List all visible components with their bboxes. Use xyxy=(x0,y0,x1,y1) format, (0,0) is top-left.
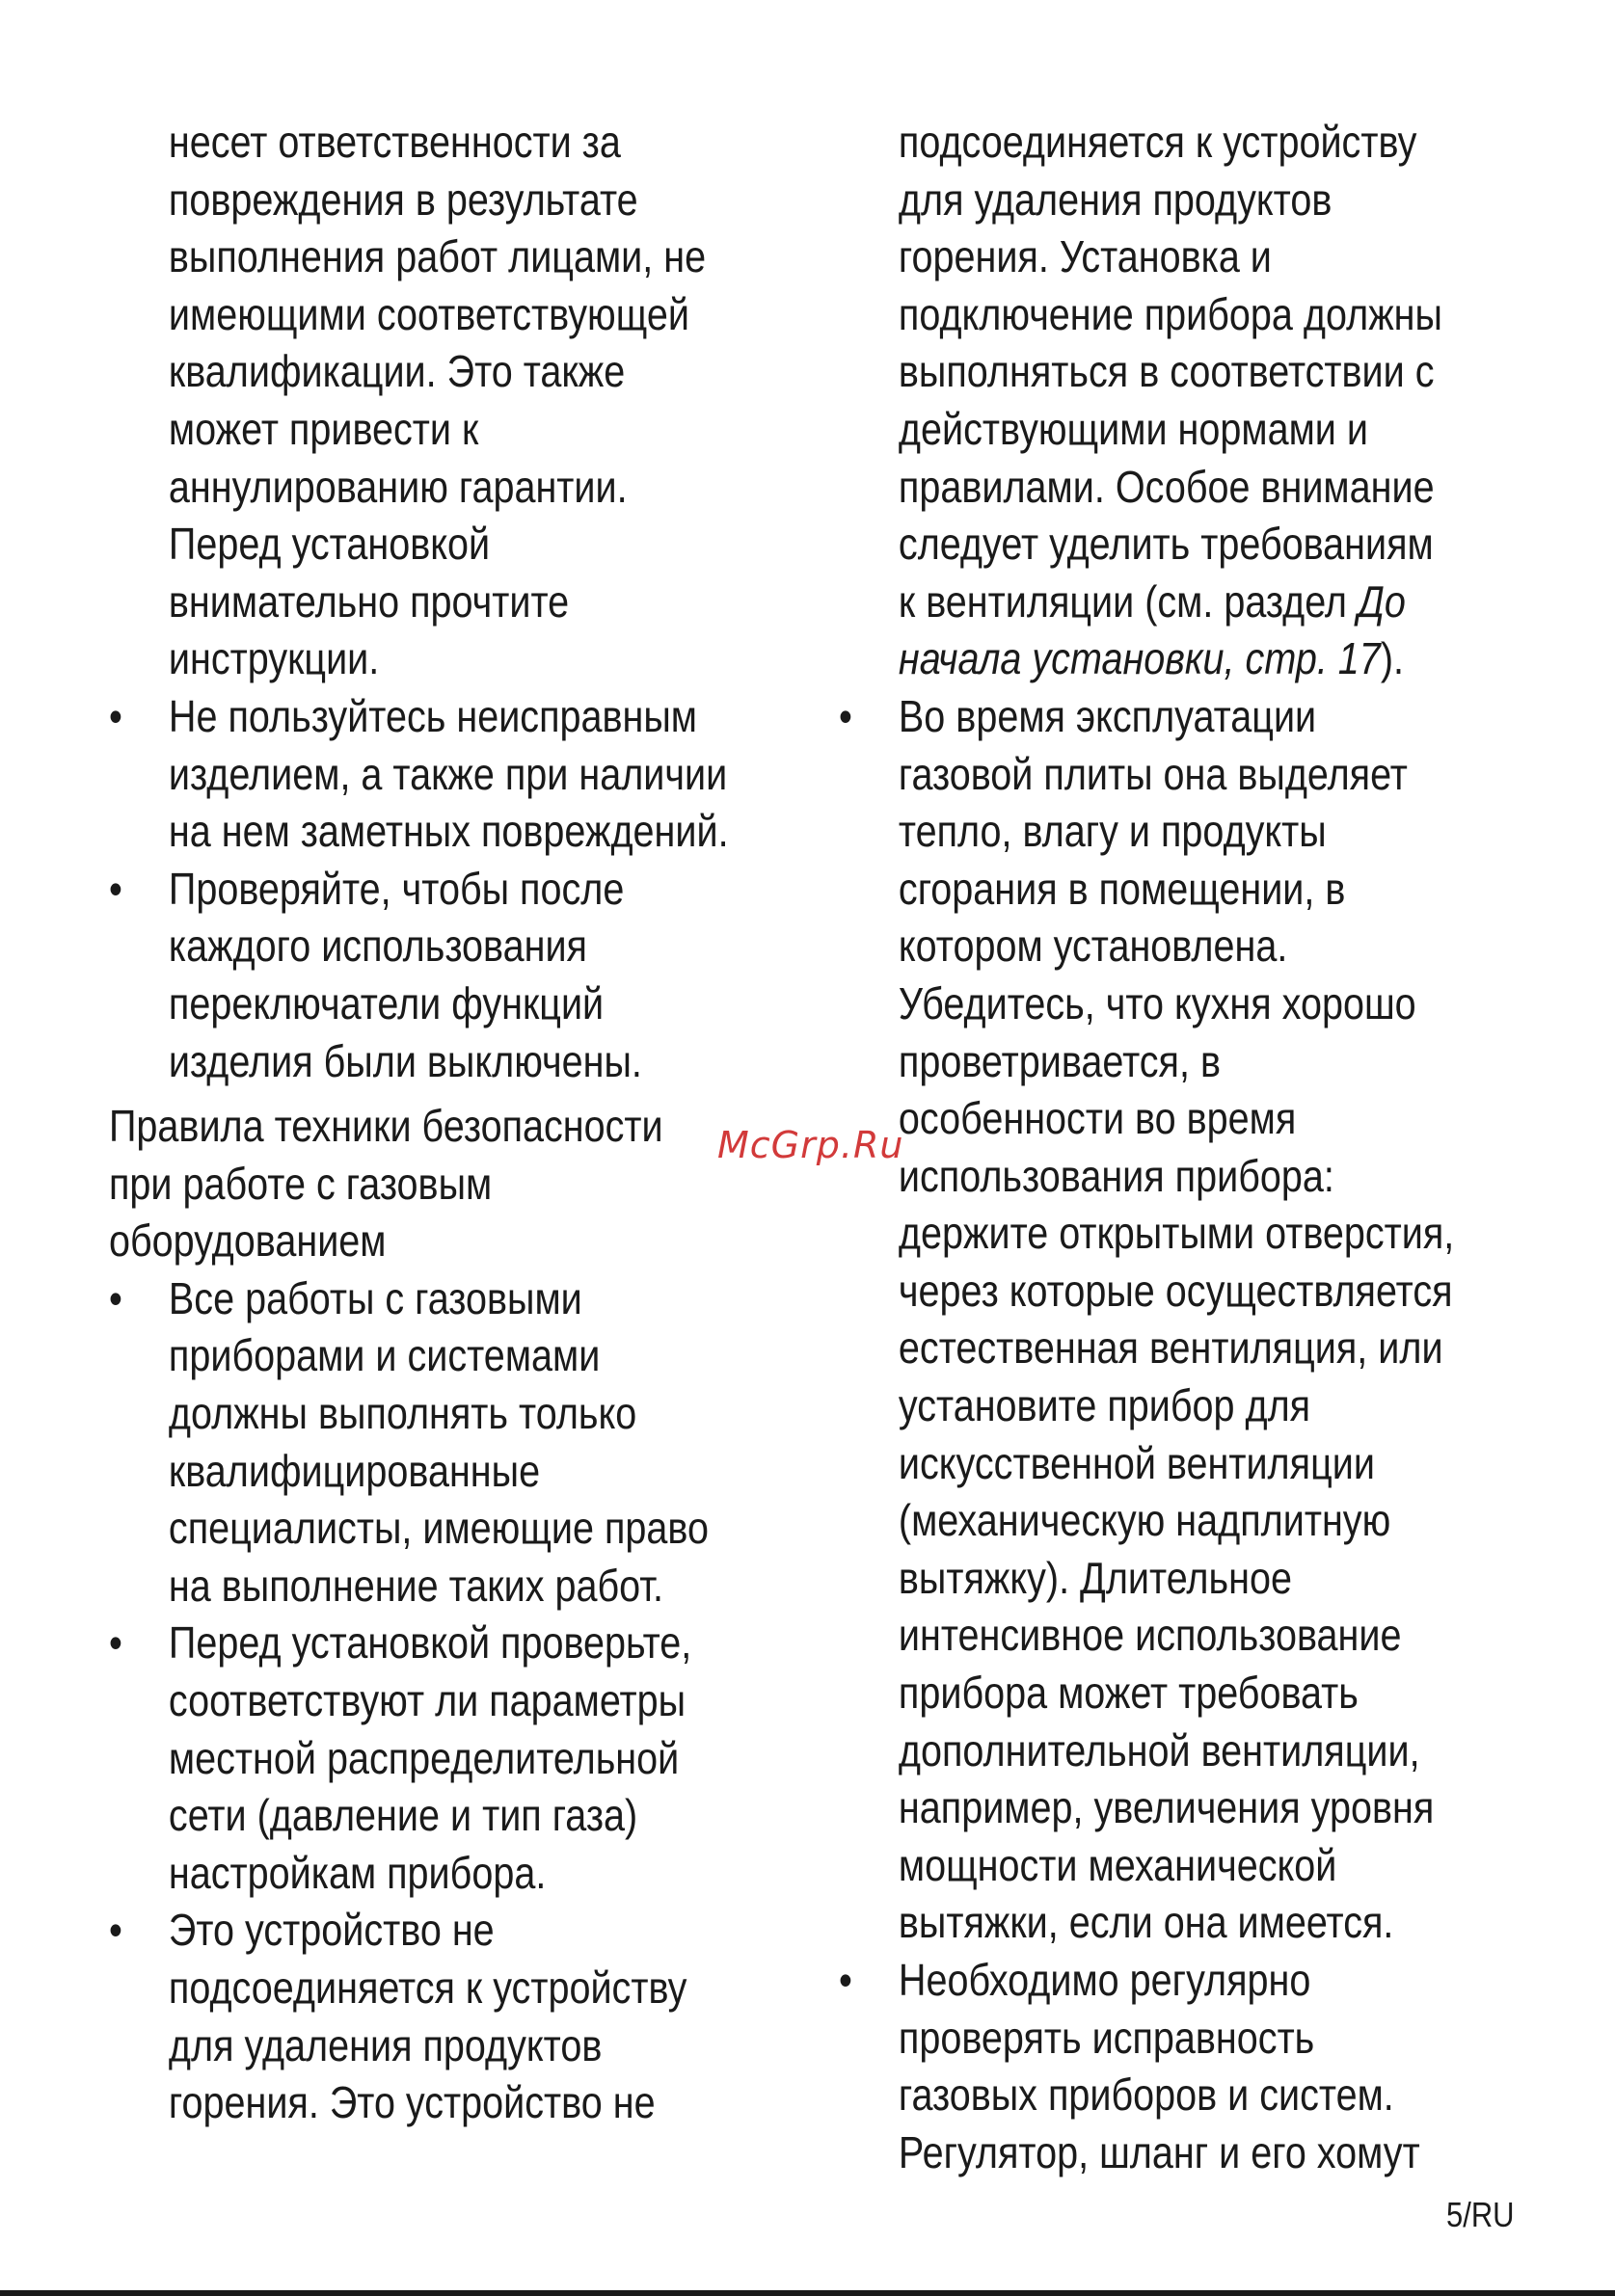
bullet-text-line xyxy=(839,1033,1569,1091)
paragraph-line: следует уделить требованиям xyxy=(898,519,1434,570)
bullet-text: для удаления продуктов xyxy=(168,2019,603,2070)
bullet-text: искусственной вентиляции xyxy=(898,1437,1375,1488)
bullet-text: прибора может требовать xyxy=(898,1668,1359,1719)
paragraph-line: несет ответственности за xyxy=(168,117,621,167)
bullet-text: изделия были выключены. xyxy=(168,1035,642,1086)
bullet-item xyxy=(109,1615,772,1902)
bullet-text: держите открытыми отверстия, xyxy=(898,1208,1455,1259)
bullet-text: Регулятор, шланг и его хомут xyxy=(898,2126,1420,2177)
bullet-text-line xyxy=(839,2124,1569,2182)
bullet-item xyxy=(109,861,772,1090)
bullet-text: Это устройство не xyxy=(168,1905,495,1956)
bullet-text: местной распределительной xyxy=(168,1732,680,1783)
bullet-text-line xyxy=(109,1960,772,2017)
bullet-text: естественная вентиляция, или xyxy=(898,1322,1443,1374)
bullet-text-line xyxy=(839,2067,1569,2124)
bullet-text-line xyxy=(109,2017,772,2075)
bullet-item xyxy=(839,688,1569,1952)
bullet-text: Необходимо регулярно xyxy=(898,1955,1311,2005)
section-reference: До xyxy=(1358,575,1406,627)
paragraph-line: имеющими соответствующей xyxy=(168,288,689,339)
bullet-text: например, увеличения уровня xyxy=(898,1782,1435,1833)
bullet-marker: • xyxy=(109,690,122,741)
bullet-item xyxy=(109,1270,772,1615)
bullet-marker: • xyxy=(839,690,852,741)
paragraph-line: повреждения в результате xyxy=(168,174,638,225)
paragraph-line: квалификации. Это также xyxy=(168,346,626,397)
bullet-text: проверять исправность xyxy=(898,2012,1315,2063)
bullet-text: специалисты, имеющие право xyxy=(168,1503,709,1554)
bullet-text-line xyxy=(109,1443,772,1501)
bullet-text: Убедитесь, что кухня хорошо xyxy=(898,977,1416,1028)
bullet-text: изделием, а также при наличии xyxy=(168,748,728,799)
bullet-text: Проверяйте, чтобы после xyxy=(168,863,625,914)
heading-line: при работе с газовым xyxy=(109,1158,493,1209)
paragraph-line: выполнения работ лицами, не xyxy=(168,231,707,282)
paragraph-line: горения. Установка и xyxy=(898,231,1272,282)
bullet-text: особенности во время xyxy=(898,1093,1297,1144)
bullet-text: использования прибора: xyxy=(898,1150,1334,1201)
reference-line xyxy=(839,574,1569,631)
bullet-text: через которые осуществляется xyxy=(898,1265,1453,1316)
reference-line xyxy=(839,630,1569,688)
paragraph-line: действующими нормами и xyxy=(898,403,1368,454)
bullet-text-line xyxy=(839,1837,1569,1895)
paragraph-line: Перед установкой xyxy=(168,519,491,570)
bullet-text-line xyxy=(839,1665,1569,1722)
bullet-text: Все работы с газовыми xyxy=(168,1272,582,1323)
right-column xyxy=(839,114,1569,2181)
bullet-text-line xyxy=(109,1500,772,1558)
bullet-marker: • xyxy=(109,863,122,914)
bullet-text-line xyxy=(109,1787,772,1845)
bullet-text: переключатели функций xyxy=(168,977,605,1028)
paragraph-line: инструкции. xyxy=(168,633,380,684)
bullet-text-line xyxy=(109,1730,772,1788)
bullet-text: Не пользуйтесь неисправным xyxy=(168,690,698,741)
bullet-marker: • xyxy=(839,1955,852,2005)
bullet-text: каждого использования xyxy=(168,921,587,972)
bullet-text-line xyxy=(839,975,1569,1033)
reference-text: ). xyxy=(1380,633,1404,684)
bullet-text-line xyxy=(839,1148,1569,1206)
bullet-text-line xyxy=(839,1779,1569,1837)
bullet-text-line xyxy=(839,803,1569,861)
bullet-text: Во время эксплуатации xyxy=(898,690,1317,741)
bullet-text: настройкам прибора. xyxy=(168,1847,547,1898)
left-column xyxy=(109,114,772,2132)
bullet-text: дополнительной вентиляции, xyxy=(898,1724,1420,1775)
bullet-text-line xyxy=(109,746,772,804)
bullet-text: вытяжки, если она имеется. xyxy=(898,1897,1394,1948)
bullet-text-line xyxy=(109,1845,772,1903)
paragraph-line: для удаления продуктов xyxy=(898,174,1332,225)
bullet-text: должны выполнять только xyxy=(168,1388,637,1439)
bullet-text: Перед установкой проверьте, xyxy=(168,1617,692,1669)
bullet-item xyxy=(839,1952,1569,2181)
bullet-marker: • xyxy=(109,1617,122,1669)
bullet-text-line xyxy=(839,1492,1569,1550)
bullet-text-line xyxy=(109,861,772,919)
bullet-text-line xyxy=(109,1672,772,1730)
bullet-text: газовой плиты она выделяет xyxy=(898,748,1408,799)
bullet-text-line xyxy=(839,1550,1569,1608)
bullet-text-line xyxy=(839,1377,1569,1435)
bullet-text-line xyxy=(839,1090,1569,1148)
bullet-text: газовых приборов и систем. xyxy=(898,2069,1394,2121)
bullet-text-line xyxy=(839,861,1569,919)
bullet-text: сгорания в помещении, в xyxy=(898,863,1346,914)
bullet-text-line xyxy=(109,688,772,746)
bullet-text: мощности механической xyxy=(898,1839,1337,1890)
bullet-text: сети (давление и тип газа) xyxy=(168,1790,638,1841)
bullet-text: на выполнение таких работ. xyxy=(168,1560,664,1611)
bullet-text-line xyxy=(839,688,1569,746)
bullet-marker: • xyxy=(109,1272,122,1323)
bullet-text: котором установлена. xyxy=(898,921,1288,972)
bullet-text-line xyxy=(839,1894,1569,1952)
bullet-text-line xyxy=(839,2010,1569,2068)
bullet-item xyxy=(109,1902,772,2131)
bullet-text: проветривается, в xyxy=(898,1035,1221,1086)
bullet-text: подсоединяется к устройству xyxy=(168,1962,687,2013)
bullet-text-line xyxy=(109,803,772,861)
bullet-item xyxy=(109,688,772,861)
bullet-text-line xyxy=(839,1263,1569,1321)
bullet-text-line xyxy=(109,2074,772,2132)
bullet-text-line xyxy=(839,1607,1569,1665)
bullet-text-line xyxy=(839,1722,1569,1780)
paragraph-line: аннулированию гарантии. xyxy=(168,461,628,512)
bullet-text-line xyxy=(839,746,1569,804)
bullet-text: интенсивное использование xyxy=(898,1610,1402,1661)
bullet-text-line xyxy=(839,1320,1569,1377)
bullet-text: (механическую надплитную xyxy=(898,1495,1391,1546)
bullet-marker: • xyxy=(109,1905,122,1956)
section-reference: начала установки, стр. 17 xyxy=(898,633,1381,684)
paragraph-line: подсоединяется к устройству xyxy=(898,117,1417,167)
bullet-text: горения. Это устройство не xyxy=(168,2077,656,2128)
bullet-text-line xyxy=(839,918,1569,975)
heading-line: Правила техники безопасности xyxy=(109,1101,663,1152)
bullet-text-line xyxy=(109,1270,772,1328)
watermark: McGrp.Ru xyxy=(717,1124,904,1166)
bullet-text: установите прибор для xyxy=(898,1380,1311,1431)
paragraph-line: подключение прибора должны xyxy=(898,288,1442,339)
paragraph-line: выполняться в соответствии с xyxy=(898,346,1435,397)
bullet-text-line xyxy=(109,1902,772,1960)
bullet-text-line xyxy=(109,1033,772,1091)
page-number: 5/RU xyxy=(1446,2195,1515,2234)
bullet-text-line xyxy=(839,1952,1569,2010)
paragraph-line: правилами. Особое внимание xyxy=(898,461,1435,512)
paragraph-line: внимательно прочтите xyxy=(168,575,570,627)
bullet-text-line xyxy=(109,1615,772,1672)
heading-line: оборудованием xyxy=(109,1215,387,1267)
section-heading xyxy=(109,1098,772,1270)
bullet-text-line xyxy=(839,1205,1569,1263)
bullet-text-line xyxy=(109,918,772,975)
bullet-text-line xyxy=(109,975,772,1033)
bullet-text: на нем заметных повреждений. xyxy=(168,806,729,857)
bullet-text-line xyxy=(839,1435,1569,1493)
bullet-text: вытяжку). Длительное xyxy=(898,1552,1292,1603)
bullet-text: тепло, влагу и продукты xyxy=(898,806,1327,857)
bullet-text-line xyxy=(109,1327,772,1385)
reference-text: к вентиляции (см. раздел xyxy=(898,575,1359,627)
bullet-text-line xyxy=(109,1558,772,1615)
bullet-text: приборами и системами xyxy=(168,1330,601,1381)
bullet-text: соответствуют ли параметры xyxy=(168,1675,686,1726)
bullet-text-line xyxy=(109,1385,772,1443)
bottom-rule xyxy=(0,2290,1615,2296)
paragraph-line: может привести к xyxy=(168,403,479,454)
bullet-text: квалифицированные xyxy=(168,1445,541,1496)
